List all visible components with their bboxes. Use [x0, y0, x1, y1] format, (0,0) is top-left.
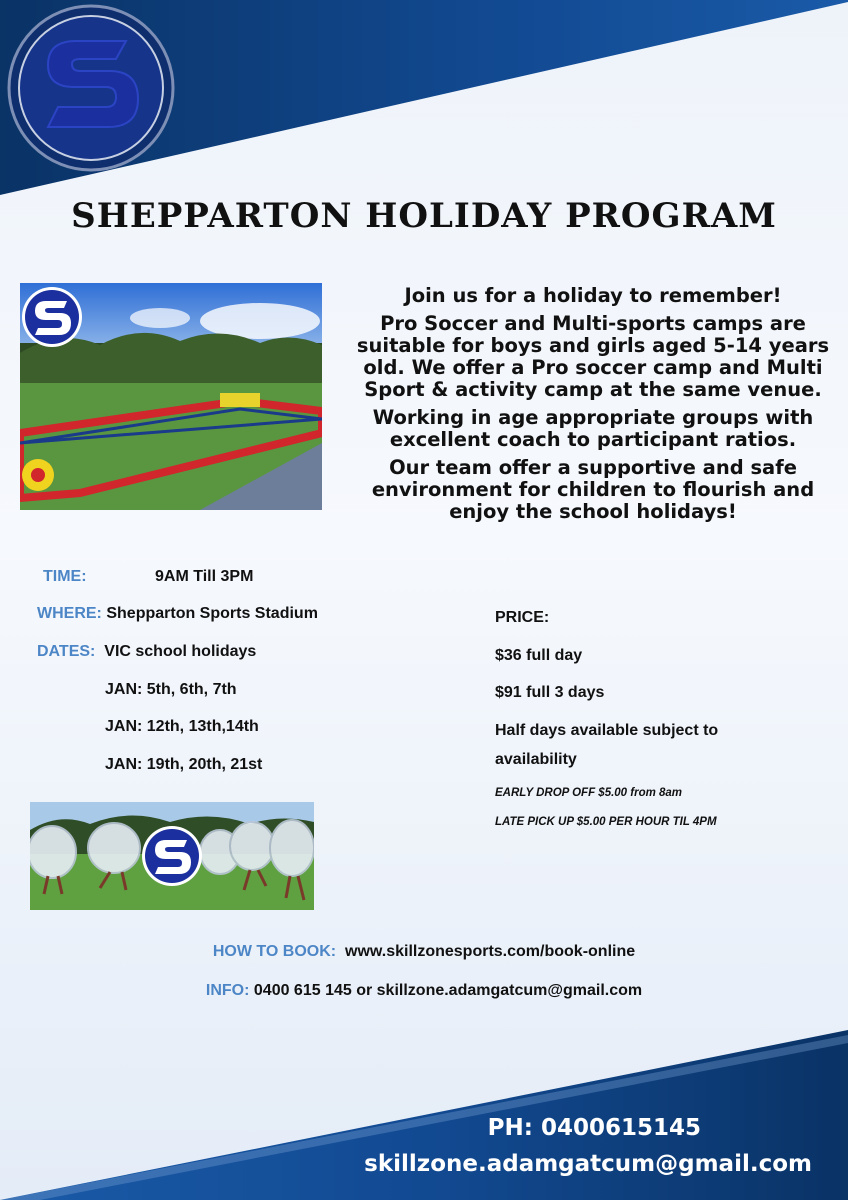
- info-label: INFO:: [205, 982, 250, 999]
- how-to-book-label: HOW TO BOOK:: [212, 943, 337, 960]
- dates-value: VIC school holidays: [104, 643, 257, 660]
- where-value: Shepparton Sports Stadium: [106, 605, 318, 622]
- footer-phone[interactable]: PH: 0400615145: [487, 1115, 701, 1141]
- late-pick-up: LATE PICK UP $5.00 PER HOUR TIL 4PM: [495, 816, 717, 828]
- skillzone-logo-icon: [6, 3, 176, 173]
- half-days-note: availability: [495, 751, 577, 768]
- footer-email[interactable]: skillzone.adamgatcum@gmail.com: [364, 1151, 812, 1177]
- date-line: JAN: 12th, 13th,14th: [105, 718, 259, 735]
- half-days-note: Half days available subject to: [495, 722, 719, 739]
- time-label: TIME:: [43, 568, 87, 585]
- info-row: [0, 982, 848, 1000]
- info-contact[interactable]: 0400 615 145 or skillzone.adamgatcum@gmail.com: [253, 982, 643, 999]
- booking-url-link[interactable]: www.skillzonesports.com/book-online: [345, 943, 636, 960]
- price-three-days: $91 full 3 days: [495, 684, 605, 701]
- where-label: WHERE:: [37, 605, 102, 622]
- soccer-field-photo: [20, 283, 322, 510]
- price-full-day: $36 full day: [495, 647, 583, 664]
- time-value: 9AM Till 3PM: [155, 568, 254, 585]
- date-line: JAN: 5th, 6th, 7th: [105, 681, 237, 698]
- page-title: SHEPPARTON HOLIDAY PROGRAM: [71, 196, 777, 236]
- intro-paragraph: Our team offer a supportive and safe environment for children to flourish and enjoy the school holidays!: [371, 456, 815, 523]
- how-to-book-row: [0, 943, 848, 961]
- date-line: JAN: 19th, 20th, 21st: [105, 756, 263, 773]
- where-row: [37, 605, 318, 623]
- time-row: [43, 568, 254, 586]
- bubble-soccer-photo: [30, 802, 314, 910]
- intro-text: [350, 285, 836, 529]
- intro-headline: Join us for a holiday to remember!: [404, 284, 782, 307]
- intro-paragraph: Working in age appropriate groups with excellent coach to participant ratios.: [372, 406, 814, 451]
- dates-label: DATES:: [37, 643, 96, 660]
- intro-paragraph: Pro Soccer and Multi-sports camps are suitable for boys and girls aged 5-14 years old. We offer a Pro soccer camp and Multi Sport & activity camp at the same venue.: [356, 312, 830, 401]
- dates-row: [37, 643, 256, 661]
- price-label: PRICE:: [495, 609, 550, 626]
- early-drop-off: EARLY DROP OFF $5.00 from 8am: [495, 787, 683, 799]
